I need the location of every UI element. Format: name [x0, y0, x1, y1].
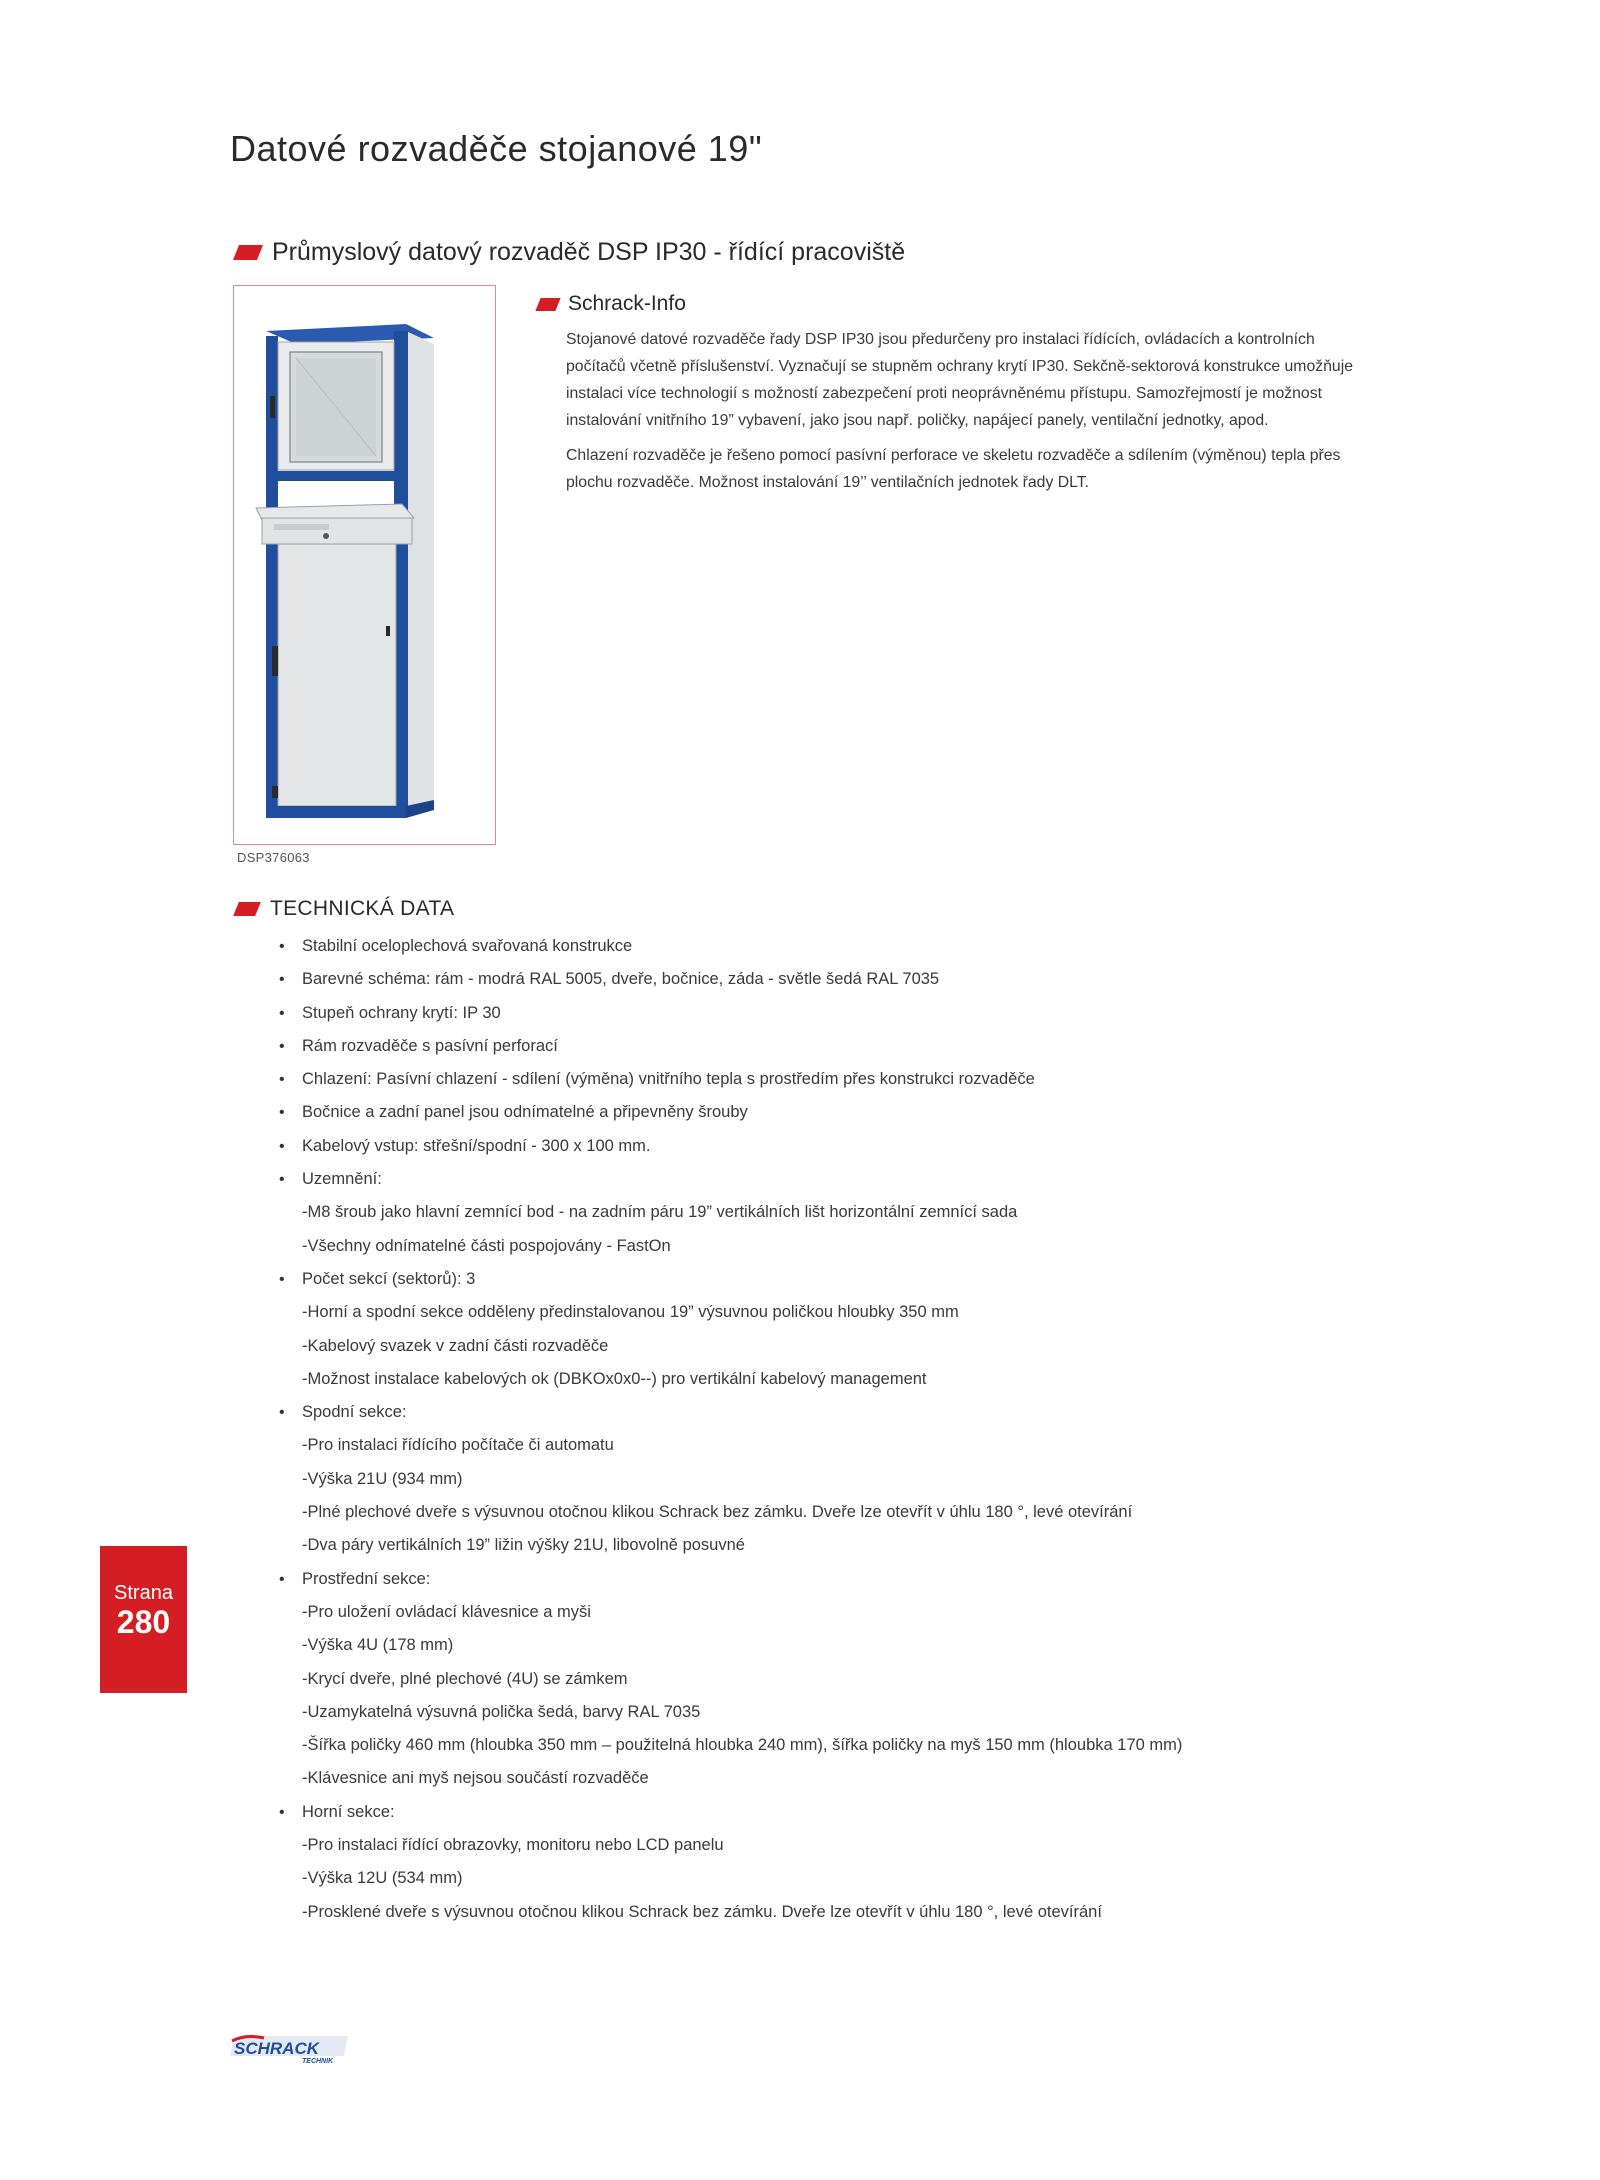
tech-subitem: -Pro uložení ovládací klávesnice a myši — [302, 1602, 591, 1621]
product-heading-text: Průmyslový datový rozvaděč DSP IP30 - řídící pracoviště — [272, 238, 906, 266]
tech-item — [268, 1063, 1368, 1096]
tech-item — [268, 1030, 1368, 1063]
info-heading-text: Schrack-Info — [568, 292, 686, 315]
page-tab-label: Strana — [114, 1582, 173, 1604]
page-tab — [100, 1546, 187, 1693]
product-heading — [236, 238, 905, 267]
tech-subitem: -Krycí dveře, plné plechové (4U) se zámkem — [302, 1669, 628, 1688]
tech-item — [268, 963, 1368, 996]
logo-brand: SCHRACK — [234, 2039, 319, 2058]
tech-item-text: Horní sekce: — [302, 1802, 395, 1821]
tech-subitem: -Prosklené dveře s výsuvnou otočnou klikou Schrack bez zámku. Dveře lze otevřít v úhlu 180 °, levé otevírání — [302, 1902, 1102, 1921]
tech-subitem: -M8 šroub jako hlavní zemnící bod - na zadním páru 19” vertikálních lišt horizontální zemnící sada — [302, 1203, 1018, 1222]
tech-subitem: -Šířka poličky 460 mm (hloubka 350 mm – použitelná hloubka 240 mm), šířka poličky na myš 150 mm (hloubka 170 mm) — [302, 1736, 1183, 1755]
page-title: Datové rozvaděče stojanové 19" — [230, 128, 763, 169]
tech-subitem: -Plné plechové dveře s výsuvnou otočnou klikou Schrack bez zámku. Dveře lze otevřít v úhlu 180 °, levé otevírání — [302, 1503, 1133, 1522]
tech-item — [268, 1130, 1368, 1163]
image-code: DSP376063 — [237, 850, 310, 865]
tech-item — [268, 1396, 1368, 1562]
page-number: 280 — [116, 1604, 171, 1640]
tech-subitem: -Možnost instalace kabelových ok (DBKOx0x0--) pro vertikální kabelový management — [302, 1369, 927, 1388]
tech-heading-text: TECHNICKÁ DATA — [270, 897, 455, 920]
tech-subitem: -Dva páry vertikálních 19” ližin výšky 21U, libovolně posuvné — [302, 1536, 745, 1555]
logo-sub: TECHNIK — [302, 2058, 334, 2065]
tech-item-text: Kabelový vstup: střešní/spodní - 300 x 100 mm. — [302, 1136, 651, 1155]
section-marker-icon — [535, 298, 560, 311]
tech-subitem: -Všechny odnímatelné části pospojovány - FastOn — [302, 1236, 671, 1255]
tech-subitem: -Výška 12U (534 mm) — [302, 1869, 463, 1888]
tech-item-text: Spodní sekce: — [302, 1403, 407, 1422]
tech-item-text: Stupeň ochrany krytí: IP 30 — [302, 1003, 501, 1022]
section-marker-icon — [233, 245, 263, 260]
tech-item-text: Barevné schéma: rám - modrá RAL 5005, dveře, bočnice, záda - světle šedá RAL 7035 — [302, 970, 940, 989]
tech-subitem: -Horní a spodní sekce odděleny předinstalovanou 19” výsuvnou poličkou hloubky 350 mm — [302, 1303, 959, 1322]
schrack-logo — [228, 2032, 348, 2066]
info-text — [566, 326, 1366, 504]
tech-item — [268, 997, 1368, 1030]
tech-item-text: Stabilní oceloplechová svařovaná konstrukce — [302, 937, 633, 955]
tech-item — [268, 1096, 1368, 1129]
tech-item-text: Rám rozvaděče s pasívní perforací — [302, 1036, 558, 1055]
tech-item — [268, 1563, 1368, 1796]
cabinet-illustration — [234, 286, 494, 843]
tech-list — [268, 930, 1368, 1929]
tech-subitem: -Pro instalaci řídícího počítače či automatu — [302, 1436, 614, 1455]
tech-item — [268, 1263, 1368, 1396]
tech-heading — [236, 897, 454, 921]
section-marker-icon — [233, 902, 261, 916]
product-image — [233, 285, 496, 845]
tech-item — [268, 930, 1368, 963]
tech-subitem: -Výška 21U (934 mm) — [302, 1469, 463, 1488]
tech-item-text: Prostřední sekce: — [302, 1569, 431, 1588]
tech-subitem: -Výška 4U (178 mm) — [302, 1636, 454, 1655]
tech-item-text: Bočnice a zadní panel jsou odnímatelné a připevněny šrouby — [302, 1103, 748, 1122]
info-heading — [538, 292, 686, 316]
tech-item — [268, 1796, 1368, 1929]
tech-item-text: Počet sekcí (sektorů): 3 — [302, 1269, 476, 1288]
tech-item — [268, 1163, 1368, 1263]
info-paragraph: Chlazení rozvaděče je řešeno pomocí pasívní perforace ve skeletu rozvaděče a sdílením (výměnou) tepla přes plochu rozvaděče. Možnost instalování 19’’ ventilačních jednotek řady DLT. — [566, 447, 1341, 491]
info-paragraph: Stojanové datové rozvaděče řady DSP IP30 jsou předurčeny pro instalaci řídících, ovládacích a kontrolních počítačů včetně příslušenství. Vyznačují se stupněm ochrany krytí IP30. Sekčně-sektorová konstrukce umožňuje instalaci více technologií s možností zabezpečení proti neoprávněnému přístupu. Samozřejmostí je možnost instalování vnitřního 19” vybavení, jako jsou např. poličky, napájecí panely, ventilační jednotky, apod. — [566, 331, 1354, 429]
tech-item-text: Chlazení: Pasívní chlazení - sdílení (výměna) vnitřního tepla s prostředím přes konstrukci rozvaděče — [302, 1070, 1035, 1089]
tech-subitem: -Uzamykatelná výsuvná polička šedá, barvy RAL 7035 — [302, 1702, 701, 1721]
tech-subitem: -Pro instalaci řídící obrazovky, monitoru nebo LCD panelu — [302, 1836, 724, 1855]
tech-subitem: -Klávesnice ani myš nejsou součástí rozvaděče — [302, 1769, 649, 1788]
tech-subitem: -Kabelový svazek v zadní části rozvaděče — [302, 1336, 609, 1355]
tech-item-text: Uzemnění: — [302, 1170, 382, 1189]
